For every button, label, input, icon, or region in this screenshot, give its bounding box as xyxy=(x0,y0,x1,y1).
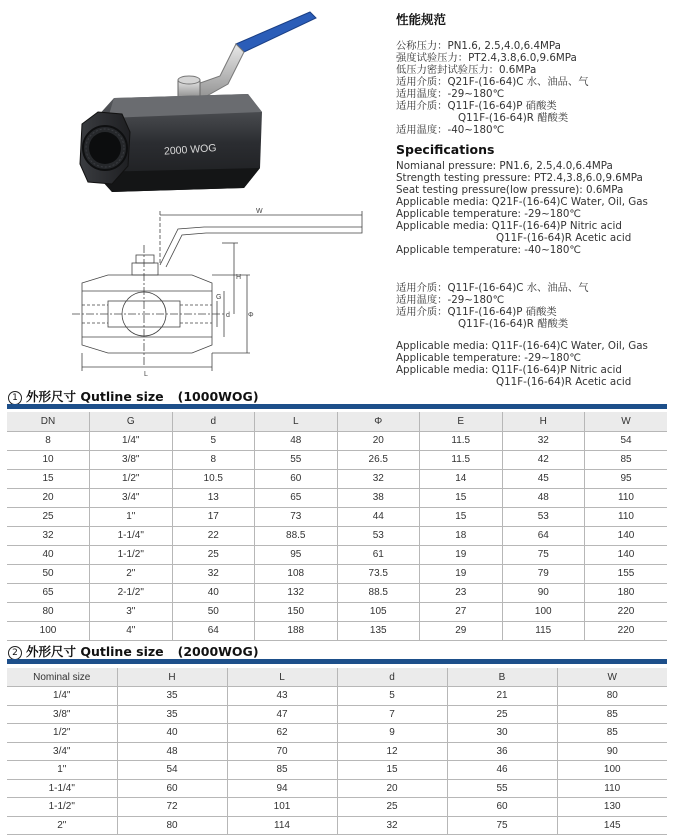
table-cell: 48 xyxy=(502,488,585,507)
table-cell: 220 xyxy=(585,602,668,621)
table-cell: 80 xyxy=(557,687,667,706)
table-cell: 73.5 xyxy=(337,564,420,583)
table-cell: 1/2" xyxy=(7,724,117,743)
table-cell: 36 xyxy=(447,742,557,761)
spec-line: Applicable temperature: -29~180℃ xyxy=(396,352,581,364)
table-cell: 22 xyxy=(172,526,255,545)
table-cell: 55 xyxy=(447,779,557,798)
table-cell: 15 xyxy=(7,469,90,488)
spec-line: 适用介质：Q11F-(16-64)P 硝酸类 xyxy=(396,100,557,112)
table-cell: 45 xyxy=(502,469,585,488)
table-cell: 1" xyxy=(90,507,173,526)
table-cell: 40 xyxy=(7,545,90,564)
dim-g: G xyxy=(216,294,222,301)
table-cell: 2" xyxy=(90,564,173,583)
table-cell: 32 xyxy=(7,526,90,545)
table-cell: 13 xyxy=(172,488,255,507)
table-cell: 100 xyxy=(557,761,667,780)
table-cell: 15 xyxy=(420,507,503,526)
table-row xyxy=(7,779,667,798)
valve-marking: 2000 WOG xyxy=(163,142,217,158)
table-cell: 145 xyxy=(557,816,667,835)
table-cell: 20 xyxy=(337,779,447,798)
table-cell: 3/4" xyxy=(7,742,117,761)
table-cell: 8 xyxy=(7,431,90,450)
spec-line: Applicable media: Q21F-(16-64)C Water, Oil, Gas xyxy=(396,196,648,208)
table-cell: 15 xyxy=(420,488,503,507)
spec-line: Seat testing pressure(low pressure): 0.6MPa xyxy=(396,184,624,196)
dim-h: H xyxy=(236,274,242,281)
section2-number: 2 xyxy=(8,646,22,660)
table-cell: 2" xyxy=(7,816,117,835)
dim-l: L xyxy=(144,371,148,378)
spec-line: 适用介质：Q11F-(16-64)P 硝酸类 xyxy=(396,306,557,318)
column-header: d xyxy=(172,412,255,431)
dim-phi: Φ xyxy=(248,312,254,319)
table-cell: 1-1/4" xyxy=(7,779,117,798)
table-cell: 135 xyxy=(337,621,420,640)
table-cell: 85 xyxy=(557,705,667,724)
table-cell: 21 xyxy=(447,687,557,706)
table-cell: 1-1/4" xyxy=(90,526,173,545)
table-cell: 7 xyxy=(337,705,447,724)
table-row xyxy=(7,583,667,602)
column-header: W xyxy=(585,412,668,431)
table-cell: 88.5 xyxy=(337,583,420,602)
spec-title-cn: 性能规范 xyxy=(396,12,447,27)
table-cell: 38 xyxy=(337,488,420,507)
table-cell: 5 xyxy=(172,431,255,450)
dimension-drawing xyxy=(72,205,372,380)
spec-line: Nomianal pressure: PN1.6, 2.5,4.0,6.4MPa xyxy=(396,160,613,172)
table-cell: 88.5 xyxy=(255,526,338,545)
table-cell: 64 xyxy=(172,621,255,640)
table-cell: 90 xyxy=(502,583,585,602)
section1-bar xyxy=(7,404,667,409)
table-cell: 100 xyxy=(7,621,90,640)
table-cell: 25 xyxy=(172,545,255,564)
table-row xyxy=(7,488,667,507)
spec-line: 公称压力：PN1.6, 2.5,4.0,6.4MPa xyxy=(396,40,561,52)
table-cell: 220 xyxy=(585,621,668,640)
table-cell: 61 xyxy=(337,545,420,564)
specifications-block xyxy=(396,14,668,388)
column-header: Nominal size xyxy=(7,668,117,687)
table-cell: 25 xyxy=(447,705,557,724)
table-cell: 3/4" xyxy=(90,488,173,507)
column-header: G xyxy=(90,412,173,431)
section1-heading: 外形尺寸 Qutline size xyxy=(26,389,164,404)
column-header: B xyxy=(447,668,557,687)
table-cell: 40 xyxy=(117,724,227,743)
column-header: Φ xyxy=(337,412,420,431)
table-cell: 3" xyxy=(90,602,173,621)
table-cell: 54 xyxy=(585,431,668,450)
spec-line: Q11F-(16-64)R 醋酸类 xyxy=(458,112,569,124)
table-cell: 108 xyxy=(255,564,338,583)
table-cell: 110 xyxy=(557,779,667,798)
spec-line: Applicable temperature: -40~180℃ xyxy=(396,244,581,256)
table-cell: 27 xyxy=(420,602,503,621)
table-cell: 44 xyxy=(337,507,420,526)
table-cell: 85 xyxy=(227,761,337,780)
table-cell: 155 xyxy=(585,564,668,583)
table-cell: 110 xyxy=(585,507,668,526)
spec-line: 适用介质：Q11F-(16-64)C 水、油品、气 xyxy=(396,282,589,294)
table-cell: 64 xyxy=(502,526,585,545)
table-cell: 70 xyxy=(227,742,337,761)
column-header: d xyxy=(337,668,447,687)
table-cell: 53 xyxy=(337,526,420,545)
column-header: H xyxy=(117,668,227,687)
table-cell: 29 xyxy=(420,621,503,640)
table-cell: 5 xyxy=(337,687,447,706)
table-cell: 1" xyxy=(7,761,117,780)
table-cell: 10 xyxy=(7,450,90,469)
table-cell: 1/4" xyxy=(90,431,173,450)
column-header: DN xyxy=(7,412,90,431)
column-header: E xyxy=(420,412,503,431)
table-cell: 90 xyxy=(557,742,667,761)
table-cell: 35 xyxy=(117,687,227,706)
dim-w: W xyxy=(256,208,263,215)
table-cell: 60 xyxy=(117,779,227,798)
table-cell: 43 xyxy=(227,687,337,706)
table-cell: 95 xyxy=(255,545,338,564)
spec-line: Q11F-(16-64)R 醋酸类 xyxy=(458,318,569,330)
table-row xyxy=(7,798,667,817)
table-row xyxy=(7,816,667,835)
table-cell: 95 xyxy=(585,469,668,488)
table-row xyxy=(7,602,667,621)
table-cell: 42 xyxy=(502,450,585,469)
table-cell: 62 xyxy=(227,724,337,743)
table-cell: 19 xyxy=(420,564,503,583)
table-cell: 15 xyxy=(337,761,447,780)
spec-line: Applicable media: Q11F-(16-64)C Water, Oil, Gas xyxy=(396,340,648,352)
table-row xyxy=(7,705,667,724)
spec-line: Strength testing pressure: PT2.4,3.8,6.0,9.6MPa xyxy=(396,172,643,184)
ball-valve-photo xyxy=(78,6,328,196)
table-cell: 114 xyxy=(227,816,337,835)
spec-line: Q11F-(16-64)R Acetic acid xyxy=(496,232,632,244)
column-header: L xyxy=(255,412,338,431)
table-cell: 105 xyxy=(337,602,420,621)
table-cell: 79 xyxy=(502,564,585,583)
table-cell: 10.5 xyxy=(172,469,255,488)
column-header: W xyxy=(557,668,667,687)
table-cell: 110 xyxy=(585,488,668,507)
table-cell: 19 xyxy=(420,545,503,564)
table-row xyxy=(7,621,667,640)
table-cell: 75 xyxy=(502,545,585,564)
table-cell: 80 xyxy=(7,602,90,621)
section2-subtitle: (2000WOG) xyxy=(177,644,259,659)
table-cell: 60 xyxy=(255,469,338,488)
spec-line: 强度试验压力：PT2.4,3.8,6.0,9.6MPa xyxy=(396,52,577,64)
table-cell: 8 xyxy=(172,450,255,469)
table-row xyxy=(7,724,667,743)
table-cell: 20 xyxy=(7,488,90,507)
table-cell: 23 xyxy=(420,583,503,602)
section2-heading: 外形尺寸 Qutline size xyxy=(26,644,164,659)
table-cell: 1-1/2" xyxy=(7,798,117,817)
table-cell: 65 xyxy=(7,583,90,602)
table-cell: 73 xyxy=(255,507,338,526)
table-row xyxy=(7,564,667,583)
outline-size-table-1000wog xyxy=(7,412,667,641)
table-cell: 26.5 xyxy=(337,450,420,469)
section1-subtitle: (1000WOG) xyxy=(177,389,259,404)
table-cell: 32 xyxy=(502,431,585,450)
table-cell: 47 xyxy=(227,705,337,724)
spec-line: 适用温度：-29~180℃ xyxy=(396,88,505,100)
table-cell: 188 xyxy=(255,621,338,640)
table-cell: 1-1/2" xyxy=(90,545,173,564)
spec-line: Applicable media: Q11F-(16-64)P Nitric acid xyxy=(396,220,622,232)
spec-line: 适用介质：Q21F-(16-64)C 水、油品、气 xyxy=(396,76,589,88)
column-header: L xyxy=(227,668,337,687)
table-cell: 3/8" xyxy=(7,705,117,724)
table-cell: 3/8" xyxy=(90,450,173,469)
dim-d: d xyxy=(226,312,230,319)
table-row xyxy=(7,761,667,780)
table-cell: 130 xyxy=(557,798,667,817)
table-row xyxy=(7,450,667,469)
table-cell: 2-1/2" xyxy=(90,583,173,602)
spec-line: 低压力密封试验压力：0.6MPa xyxy=(396,64,537,76)
table-cell: 32 xyxy=(172,564,255,583)
table-cell: 101 xyxy=(227,798,337,817)
table-row xyxy=(7,526,667,545)
table-cell: 46 xyxy=(447,761,557,780)
table-cell: 180 xyxy=(585,583,668,602)
table-cell: 12 xyxy=(337,742,447,761)
table-cell: 140 xyxy=(585,545,668,564)
table-cell: 1/2" xyxy=(90,469,173,488)
table-cell: 150 xyxy=(255,602,338,621)
spec-line: Q11F-(16-64)R Acetic acid xyxy=(496,376,632,388)
table-cell: 115 xyxy=(502,621,585,640)
table-row xyxy=(7,742,667,761)
table-row xyxy=(7,431,667,450)
table-cell: 25 xyxy=(7,507,90,526)
table-cell: 132 xyxy=(255,583,338,602)
table-cell: 40 xyxy=(172,583,255,602)
table-cell: 11.5 xyxy=(420,450,503,469)
table-cell: 48 xyxy=(117,742,227,761)
outline-size-table-2000wog xyxy=(7,668,667,835)
table-cell: 9 xyxy=(337,724,447,743)
table-cell: 80 xyxy=(117,816,227,835)
table-cell: 75 xyxy=(447,816,557,835)
table-cell: 11.5 xyxy=(420,431,503,450)
table-row xyxy=(7,507,667,526)
spec-title-en: Specifications xyxy=(396,142,495,157)
table-cell: 50 xyxy=(172,602,255,621)
table-cell: 54 xyxy=(117,761,227,780)
section2-title xyxy=(8,642,259,660)
table-row xyxy=(7,469,667,488)
table-cell: 85 xyxy=(557,724,667,743)
table-cell: 72 xyxy=(117,798,227,817)
table-cell: 53 xyxy=(502,507,585,526)
column-header: H xyxy=(502,412,585,431)
table-cell: 18 xyxy=(420,526,503,545)
table-cell: 100 xyxy=(502,602,585,621)
spec-line: 适用温度：-29~180℃ xyxy=(396,294,505,306)
table-cell: 35 xyxy=(117,705,227,724)
section1-number: 1 xyxy=(8,391,22,405)
table-cell: 30 xyxy=(447,724,557,743)
table-cell: 50 xyxy=(7,564,90,583)
table-cell: 1/4" xyxy=(7,687,117,706)
table-cell: 85 xyxy=(585,450,668,469)
spec-line: Applicable temperature: -29~180℃ xyxy=(396,208,581,220)
table-cell: 25 xyxy=(337,798,447,817)
table-cell: 48 xyxy=(255,431,338,450)
table-cell: 32 xyxy=(337,816,447,835)
table-cell: 4" xyxy=(90,621,173,640)
table-cell: 55 xyxy=(255,450,338,469)
table-row xyxy=(7,545,667,564)
table-cell: 65 xyxy=(255,488,338,507)
section2-bar xyxy=(7,659,667,664)
table-cell: 20 xyxy=(337,431,420,450)
table-cell: 17 xyxy=(172,507,255,526)
table-cell: 94 xyxy=(227,779,337,798)
table-row xyxy=(7,687,667,706)
spec-line: Applicable media: Q11F-(16-64)P Nitric acid xyxy=(396,364,622,376)
spec-line: 适用温度：-40~180℃ xyxy=(396,124,505,136)
table-cell: 14 xyxy=(420,469,503,488)
section1-title xyxy=(8,387,259,405)
table-cell: 140 xyxy=(585,526,668,545)
table-cell: 32 xyxy=(337,469,420,488)
table-cell: 60 xyxy=(447,798,557,817)
